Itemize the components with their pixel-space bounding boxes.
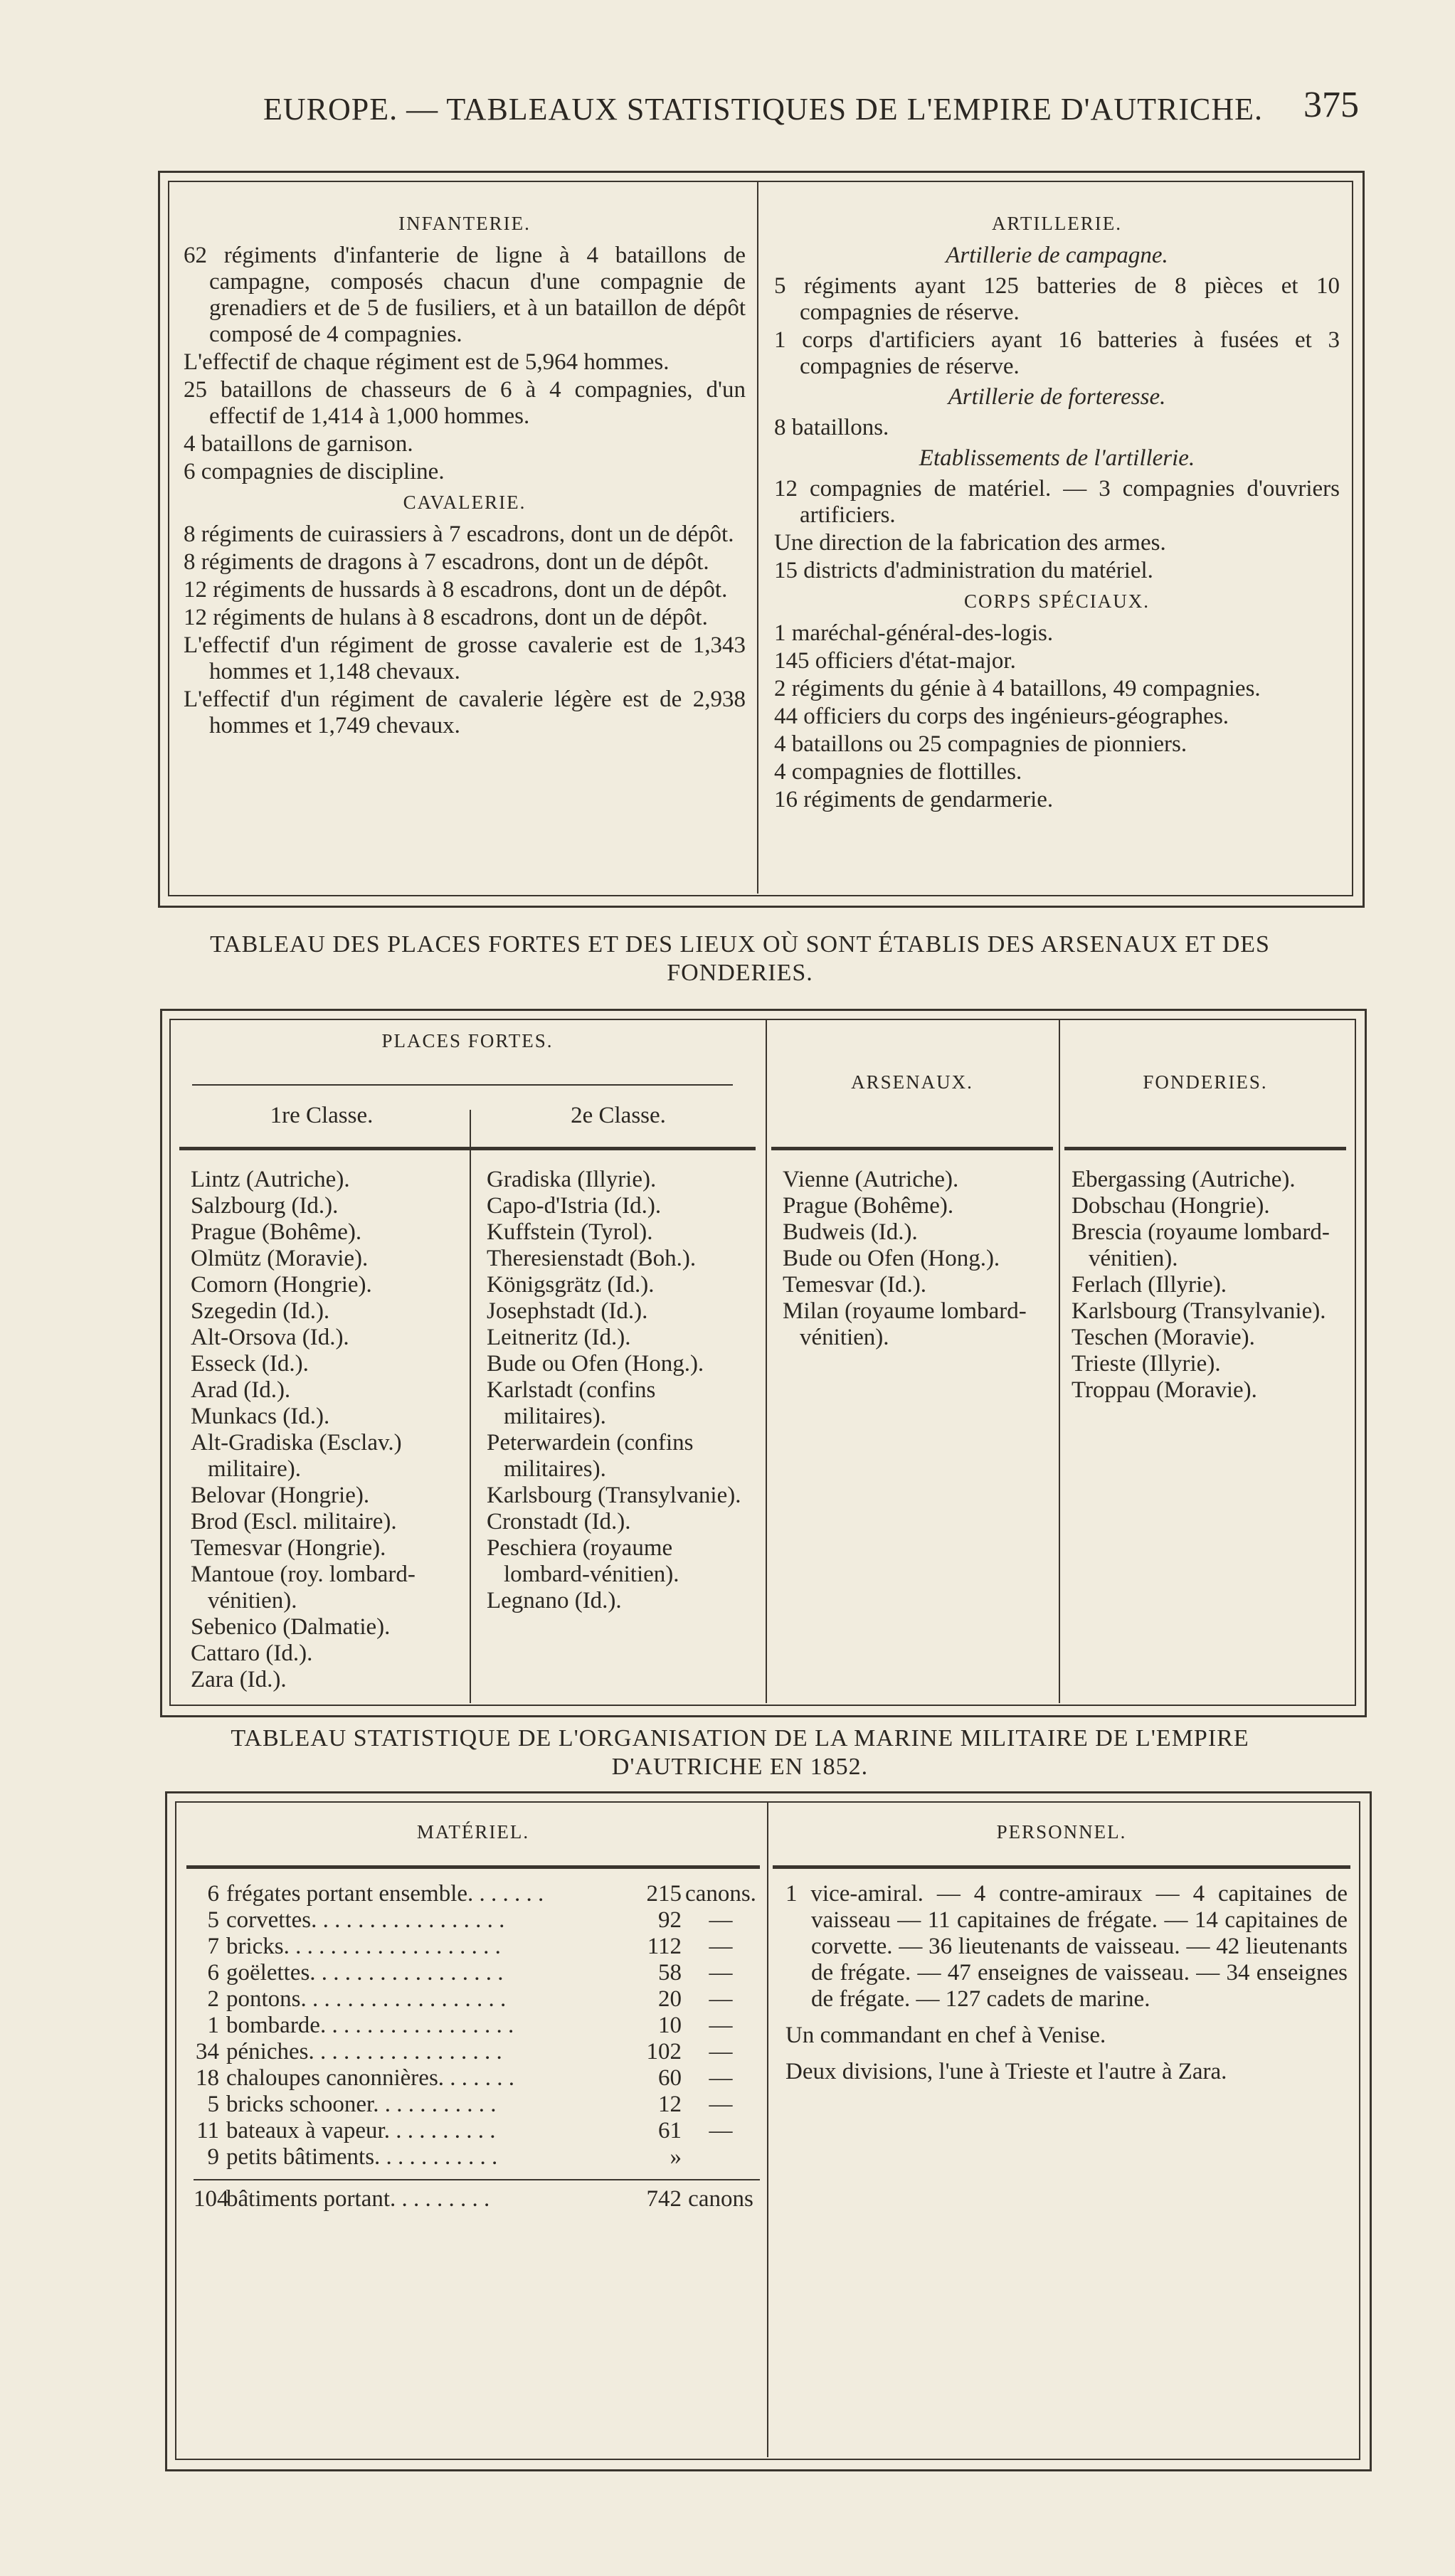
fonderies-heading: FONDERIES.	[1143, 1071, 1268, 1093]
paragraph: 4 bataillons ou 25 compagnies de pionniers.	[774, 731, 1187, 757]
list-item: Karlsbourg (Transylvanie).	[487, 1483, 741, 1508]
places-fortes-rule	[192, 1084, 733, 1086]
materiel-unit: —	[709, 2092, 733, 2117]
places-classe-rule	[179, 1147, 756, 1150]
materiel-quantity: 9	[207, 2144, 219, 2170]
list-item: Dobschau (Hongrie).	[1072, 1193, 1270, 1219]
materiel-name: petits bâtiments. . . . . . . . . . .	[226, 2144, 498, 2170]
materiel-value: »	[670, 2144, 682, 2170]
arsenaux-list	[783, 1167, 1053, 1351]
paragraph: 1 corps d'artificiers ayant 16 batteries à fusées et 3 compagnies de réserve.	[774, 327, 1340, 379]
paragraph: 4 compagnies de flottilles.	[774, 759, 1022, 785]
materiel-row	[194, 2118, 760, 2144]
paragraph: 12 régiments de hussards à 8 escadrons, dont un de dépôt.	[184, 577, 728, 603]
page-header	[0, 84, 1455, 141]
materiel-unit: —	[709, 1907, 733, 1933]
materiel-value: 742	[646, 2186, 682, 2212]
materiel-value: 102	[646, 2039, 682, 2064]
list-item: Mantoue (roy. lombard-vénitien).	[191, 1562, 416, 1613]
places-divider-3	[1059, 1020, 1060, 1703]
materiel-row	[194, 2013, 760, 2039]
materiel-name: pontons. . . . . . . . . . . . . . . . . .	[226, 1986, 507, 2012]
materiel-unit: —	[709, 2013, 733, 2038]
materiel-quantity: 5	[207, 1907, 219, 1933]
classe2-heading: 2e Classe.	[571, 1103, 666, 1128]
materiel-quantity: 11	[196, 2118, 219, 2143]
list-item: Milan (royaume lombard-vénitien).	[783, 1298, 1027, 1350]
personnel-paragraph: Deux divisions, l'une à Trieste et l'autre à Zara.	[785, 2059, 1227, 2084]
materiel-name: bricks schooner. . . . . . . . . . .	[226, 2092, 497, 2117]
materiel-value: 58	[658, 1960, 682, 1986]
personnel-heading: PERSONNEL.	[996, 1821, 1127, 1843]
materiel-unit	[682, 2144, 760, 2170]
list-item: Cronstadt (Id.).	[487, 1509, 631, 1535]
places-fortes-heading: PLACES FORTES.	[381, 1030, 554, 1051]
materiel-row	[194, 2065, 760, 2092]
list-item: Sebenico (Dalmatie).	[191, 1614, 391, 1640]
paragraph: 12 régiments de hulans à 8 escadrons, dont un de dépôt.	[184, 605, 708, 630]
classe2-list	[487, 1167, 758, 1614]
subsection-heading: Etablissements de l'artillerie.	[919, 445, 1195, 471]
materiel-value: 61	[658, 2118, 682, 2143]
list-item: Leitneritz (Id.).	[487, 1325, 631, 1350]
list-item: Bude ou Ofen (Hong.).	[783, 1246, 1000, 1271]
section-heading: INFANTERIE.	[398, 213, 531, 234]
classe1-list	[191, 1167, 462, 1693]
materiel-quantity: 6	[207, 1960, 219, 1986]
list-item: Vienne (Autriche).	[783, 1167, 959, 1192]
paragraph: 12 compagnies de matériel. — 3 compagnies d'ouvriers artificiers.	[774, 476, 1340, 528]
list-item: Comorn (Hongrie).	[191, 1272, 372, 1298]
materiel-value: 112	[647, 1934, 682, 1959]
paragraph: L'effectif d'un régiment de grosse cavalerie est de 1,343 hommes et 1,148 chevaux.	[184, 632, 746, 684]
page-title: EUROPE. — TABLEAUX STATISTIQUES DE L'EMPIRE D'AUTRICHE.	[263, 92, 1263, 127]
materiel-unit: —	[709, 2039, 733, 2064]
list-item: Prague (Bohême).	[191, 1219, 362, 1245]
list-item: Königsgrätz (Id.).	[487, 1272, 655, 1298]
places-divider-2	[766, 1020, 767, 1703]
paragraph: 145 officiers d'état-major.	[774, 648, 1016, 674]
list-item: Bude ou Ofen (Hong.).	[487, 1351, 704, 1377]
paragraph: 4 bataillons de garnison.	[184, 431, 413, 457]
materiel-unit: —	[709, 2065, 733, 2091]
personnel-rule	[773, 1865, 1350, 1869]
paragraph: 8 régiments de cuirassiers à 7 escadrons, dont un de dépôt.	[184, 521, 734, 547]
materiel-row	[194, 1934, 760, 1960]
list-item: Arad (Id.).	[191, 1377, 291, 1403]
materiel-unit: —	[709, 1934, 733, 1959]
materiel-quantity: 1	[207, 2013, 219, 2038]
list-item: Munkacs (Id.).	[191, 1404, 330, 1429]
list-item: Legnano (Id.).	[487, 1588, 622, 1613]
list-item: Belovar (Hongrie).	[191, 1483, 370, 1508]
materiel-quantity: 34	[196, 2039, 219, 2064]
materiel-name: péniches. . . . . . . . . . . . . . . . .	[226, 2039, 502, 2064]
list-item: Budweis (Id.).	[783, 1219, 918, 1245]
section-heading: CAVALERIE.	[403, 492, 527, 513]
list-item: Prague (Bohême).	[783, 1193, 954, 1219]
paragraph: L'effectif de chaque régiment est de 5,964 hommes.	[184, 349, 670, 375]
paragraph: Une direction de la fabrication des armes.	[774, 530, 1166, 556]
paragraph: 44 officiers du corps des ingénieurs-géographes.	[774, 704, 1229, 729]
materiel-quantity: 7	[207, 1934, 219, 1959]
list-item: Theresienstadt (Boh.).	[487, 1246, 697, 1271]
paragraph: 16 régiments de gendarmerie.	[774, 787, 1054, 812]
materiel-name: chaloupes canonnières. . . . . . .	[226, 2065, 515, 2091]
materiel-row	[194, 2092, 760, 2118]
section-heading: ARTILLERIE.	[991, 213, 1123, 234]
list-item: Ebergassing (Autriche).	[1072, 1167, 1296, 1192]
list-item: Brescia (royaume lombard-vénitien).	[1072, 1219, 1330, 1271]
subsection-heading: Artillerie de forteresse.	[948, 384, 1166, 410]
list-item: Kuffstein (Tyrol).	[487, 1219, 653, 1245]
materiel-total-row	[194, 2179, 760, 2212]
fonderies-list	[1072, 1167, 1349, 1404]
materiel-quantity: 18	[196, 2065, 219, 2091]
materiel-name: bateaux à vapeur. . . . . . . . . .	[226, 2118, 496, 2143]
list-item: Karlsbourg (Transylvanie).	[1072, 1298, 1326, 1324]
list-item: Lintz (Autriche).	[191, 1167, 350, 1192]
list-item: Brod (Escl. militaire).	[191, 1509, 397, 1535]
paragraph: 62 régiments d'infanterie de ligne à 4 bataillons de campagne, composés chacun d'une compagnie de grenadiers et de 5 de fusiliers, et à un bataillon de dépôt composé de 4 compagnies.	[184, 243, 746, 347]
materiel-value: 215	[646, 1881, 682, 1907]
materiel-unit: —	[709, 2118, 733, 2143]
materiel-quantity: 6	[207, 1881, 219, 1907]
paragraph: 2 régiments du génie à 4 bataillons, 49 compagnies.	[774, 676, 1261, 701]
paragraph: 25 bataillons de chasseurs de 6 à 4 compagnies, d'un effectif de 1,414 à 1,000 hommes.	[184, 377, 746, 429]
materiel-row	[194, 1960, 760, 1986]
marine-divider	[767, 1803, 768, 2457]
paragraph: 15 districts d'administration du matériel.	[774, 558, 1153, 583]
list-item: Peterwardein (confins militaires).	[487, 1430, 694, 1482]
materiel-name: corvettes. . . . . . . . . . . . . . . . .	[226, 1907, 505, 1933]
materiel-name: bâtiments portant. . . . . . . . .	[226, 2186, 490, 2212]
list-item: Temesvar (Hongrie).	[191, 1535, 386, 1561]
list-item: Szegedin (Id.).	[191, 1298, 330, 1324]
marine-table-title: TABLEAU STATISTIQUE DE L'ORGANISATION DE LA MARINE MILITAIRE DE L'EMPIRE D'AUTRICHE EN 1852.	[231, 1725, 1249, 1780]
list-item: Josephstadt (Id.).	[487, 1298, 648, 1324]
list-item: Alt-Gradiska (Esclav.) militaire).	[191, 1430, 402, 1482]
materiel-row	[194, 1907, 760, 1934]
paragraph: 6 compagnies de discipline.	[184, 459, 445, 484]
personnel-paragraph: 1 vice-amiral. — 4 contre-amiraux — 4 capitaines de vaisseau — 11 capitaines de frégate. — 14 capitaines de corvette. — 36 lieutenants de vaisseau. — 42 lieutenants de frégate. — 47 enseignes de vaisseau. — 34 enseignes de frégate. — 127 cadets de marine.	[785, 1881, 1348, 2012]
list-item: Trieste (Illyrie).	[1072, 1351, 1221, 1377]
list-item: Temesvar (Id.).	[783, 1272, 927, 1298]
materiel-value: 92	[658, 1907, 682, 1933]
materiel-value: 12	[658, 2092, 682, 2117]
materiel-row	[194, 2144, 760, 2170]
places-table-title: TABLEAU DES PLACES FORTES ET DES LIEUX OÙ SONT ÉTABLIS DES ARSENAUX ET DES FONDERIES.	[210, 931, 1270, 986]
list-item: Teschen (Moravie).	[1072, 1325, 1255, 1350]
materiel-row	[194, 1881, 760, 1907]
list-item: Peschiera (royaume lombard-vénitien).	[487, 1535, 679, 1587]
army-divider	[757, 182, 758, 894]
materiel-value: 20	[658, 1986, 682, 2012]
section-heading: CORPS SPÉCIAUX.	[963, 590, 1150, 612]
paragraph: 1 maréchal-général-des-logis.	[774, 620, 1054, 646]
page-number: 375	[1303, 85, 1359, 125]
materiel-quantity: 2	[207, 1986, 219, 2012]
materiel-name: goëlettes. . . . . . . . . . . . . . . . .	[226, 1960, 504, 1986]
arsenaux-rule	[771, 1147, 1053, 1150]
classe1-heading: 1re Classe.	[270, 1103, 374, 1128]
list-item: Salzbourg (Id.).	[191, 1193, 339, 1219]
fonderies-rule	[1064, 1147, 1346, 1150]
list-item: Troppau (Moravie).	[1072, 1377, 1257, 1403]
paragraph: 8 bataillons.	[774, 415, 889, 440]
materiel-value: 10	[658, 2013, 682, 2038]
army-right-column	[774, 206, 1340, 815]
paragraph: L'effectif d'un régiment de cavalerie légère est de 2,938 hommes et 1,749 chevaux.	[184, 687, 746, 738]
materiel-rule	[186, 1865, 760, 1869]
list-item: Cattaro (Id.).	[191, 1641, 313, 1666]
materiel-list	[194, 1881, 760, 2212]
materiel-row	[194, 2039, 760, 2065]
places-divider-1	[470, 1110, 471, 1703]
list-item: Capo-d'Istria (Id.).	[487, 1193, 662, 1219]
arsenaux-heading: ARSENAUX.	[851, 1071, 973, 1093]
list-item: Ferlach (Illyrie).	[1072, 1272, 1227, 1298]
materiel-name: bricks. . . . . . . . . . . . . . . . . . .	[226, 1934, 501, 1959]
list-item: Olmütz (Moravie).	[191, 1246, 369, 1271]
paragraph: 8 régiments de dragons à 7 escadrons, dont un de dépôt.	[184, 549, 709, 575]
materiel-quantity: 104	[194, 2186, 229, 2212]
army-left-column	[184, 206, 746, 741]
subsection-heading: Artillerie de campagne.	[946, 243, 1168, 268]
materiel-unit: canons	[688, 2186, 753, 2212]
paragraph: 5 régiments ayant 125 batteries de 8 pièces et 10 compagnies de réserve.	[774, 273, 1340, 325]
list-item: Zara (Id.).	[191, 1667, 287, 1692]
list-item: Esseck (Id.).	[191, 1351, 309, 1377]
list-item: Gradiska (Illyrie).	[487, 1167, 657, 1192]
personnel-paragraph: Un commandant en chef à Venise.	[785, 2023, 1106, 2048]
list-item: Alt-Orsova (Id.).	[191, 1325, 349, 1350]
personnel-list	[785, 1881, 1348, 2095]
materiel-name: frégates portant ensemble. . . . . . .	[226, 1881, 544, 1907]
materiel-row	[194, 1986, 760, 2013]
materiel-unit: —	[709, 1960, 733, 1986]
list-item: Karlstadt (confins militaires).	[487, 1377, 656, 1429]
materiel-value: 60	[658, 2065, 682, 2091]
materiel-name: bombarde. . . . . . . . . . . . . . . . .	[226, 2013, 514, 2038]
materiel-unit: canons.	[685, 1881, 756, 1907]
materiel-quantity: 5	[207, 2092, 219, 2117]
materiel-heading: MATÉRIEL.	[416, 1821, 530, 1843]
materiel-unit: —	[709, 1986, 733, 2012]
